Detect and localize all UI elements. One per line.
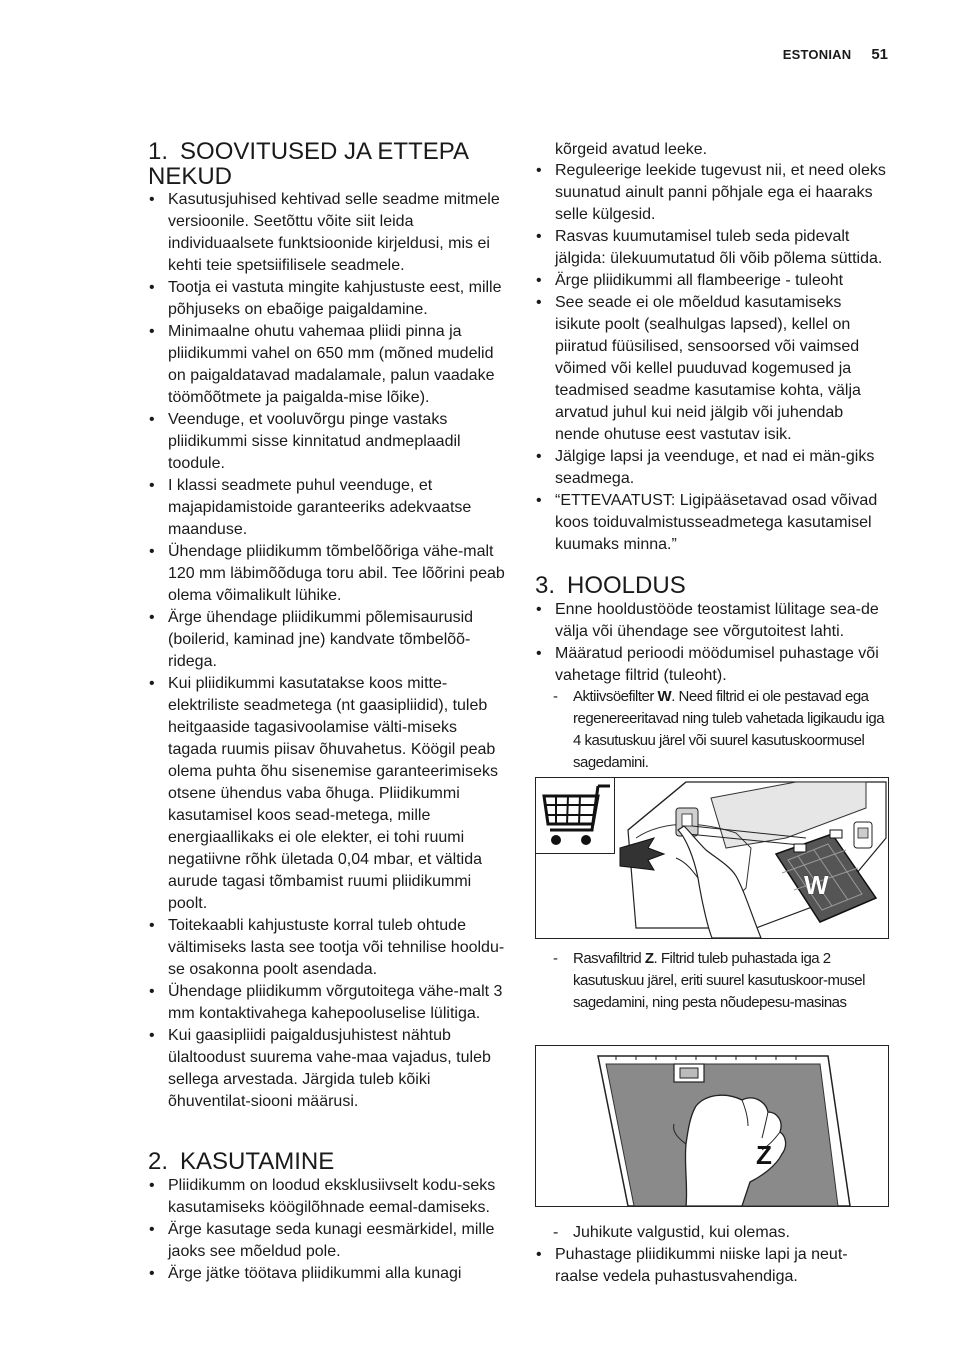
list-item: • Ärge ühendage pliidikummi põlemisaurusid (boilerid, kaminad jne) kandvate tõmbelõõ-ridega. xyxy=(148,607,508,673)
list-item: • Ärge kasutage seda kunagi eesmärkidel, mille jaoks see mõeldud pole. xyxy=(148,1219,508,1263)
grease-filter-illustration xyxy=(536,1046,888,1206)
section-2-list-continued xyxy=(535,160,891,556)
page-number: 51 xyxy=(871,46,888,63)
filter-w-post: . Need filtrid ei ole pestavad ega regenereeritavad ning tuleb vahetada ligikaudu iga 4 kasutuskuu järel või suurel kasutuskoormusel sagedamini. xyxy=(573,688,885,771)
filter-z-pre: Rasvafiltrid xyxy=(573,950,645,967)
section-3-last-list xyxy=(535,1244,891,1288)
list-item: • Puhastage pliidikummi niiske lapi ja neut-raalse vedela puhastusvahendiga. xyxy=(535,1244,891,1288)
list-item: • I klassi seadmete puhul veenduge, et majapidamistoide garanteeriks adekvaatse maanduse. xyxy=(148,475,508,541)
list-item: • Ühendage pliidikumm võrgutoitega vähe-malt 3 mm kontaktivahega kahepooluselise lülitiga. xyxy=(148,981,508,1025)
section-1-title-line2: NEKUD xyxy=(148,163,233,190)
list-item: • “ETTEVAATUST: Ligipääsetavad osad võivad koos toiduvalmistusseadmetega kasutamisel kuumaks minna.” xyxy=(535,490,891,556)
continuation-text: kõrgeid avatud leeke. xyxy=(555,141,708,158)
section-2-list xyxy=(148,1175,508,1285)
section-1-heading xyxy=(148,139,528,189)
list-item: • Veenduge, et vooluvõrgu pinge vastaks pliidikummi sisse kinnitatud andmeplaadil toodule. xyxy=(148,409,508,475)
section-3-list xyxy=(535,599,891,687)
filter-z-post: . Filtrid tuleb puhastada iga 2 kasutuskuu järel, eriti suurel kasutuskoor-musel sagedamini, ning pesta nõudepesu-masinas xyxy=(573,950,865,1011)
list-item: • Tootja ei vastuta mingite kahjustuste eest, mille põhjuseks on ebaõige paigaldamine. xyxy=(148,277,508,321)
section-1-title-line1: SOOVITUSED JA ETTEPA xyxy=(180,138,469,165)
shopping-cart-icon xyxy=(536,778,614,853)
filter-z-list xyxy=(535,948,891,1014)
filter-w-item xyxy=(553,686,891,774)
section-2-heading xyxy=(148,1149,334,1174)
list-item: • Rasvas kuumutamisel tuleb seda pidevalt jälgida: ülekuumutatud õli võib põlema süttida. xyxy=(535,226,891,270)
shopping-cart-icon-box xyxy=(536,778,615,854)
section-2-number: 2. xyxy=(148,1148,169,1175)
section-1-list xyxy=(148,189,508,1113)
figure-w-label: W xyxy=(804,870,829,900)
list-item: • Kui gaasipliidi paigaldusjuhistest nähtub ülaltoodust suurema vahe-maa vajadus, tuleb sellega arvestada. Järgida tuleb kõiki õhuventilat-siooni määrusi. xyxy=(148,1025,508,1113)
list-item: - Juhikute valgustid, kui olemas. xyxy=(553,1222,891,1244)
filter-w-list xyxy=(535,686,891,774)
list-item: • Ühendage pliidikumm tõmbelõõriga vähe-malt 120 mm läbimõõduga toru abil. Tee lõõrini peab olema võimalikult lühike. xyxy=(148,541,508,607)
filter-z-item xyxy=(553,948,891,1014)
language-label: ESTONIAN xyxy=(782,47,852,62)
lights-list xyxy=(535,1222,891,1244)
figure-z-label: Z xyxy=(756,1140,772,1170)
list-item: • Kui pliidikummi kasutatakse koos mitte-elektriliste seadmetega (nt gaasipliidid), tuleb heitgaaside tagasivoolamise välti-miseks tagada ruumis piisav õhuvahetus. Köögil peab olema puhta õhu sisenemise garanteerimiseks otsene ühendus vaba õhuga. Pliidikummi kasutamisel koos sead-metega, mille energiaallikaks ei ole elekter, ei tohi ruumi negatiivne rõhk ületada 0,04 mbar, et vältida aurude tagasi tõmbamist ruumi pliidikummi poolt. xyxy=(148,673,508,915)
list-item: • Jälgige lapsi ja veenduge, et nad ei män-giks seadmega. xyxy=(535,446,891,490)
section-3-heading xyxy=(535,573,686,598)
figure-carbon-filter xyxy=(535,777,889,939)
figure-grease-filter xyxy=(535,1045,889,1207)
list-item: • See seade ei ole mõeldud kasutamiseks isikute poolt (sealhulgas lapsed), kellel on piiratud füüsilised, sensoorsed või vaimsed võimed või kellel puuduvad kogemused ja teadmised seadme kasutamise kohta, välja arvatud juhul kui neid jälgib või juhendab nende ohutuse eest vastutav isik. xyxy=(535,292,891,446)
filter-z-letter: Z xyxy=(644,950,654,967)
section-1-number: 1. xyxy=(148,138,169,165)
list-item: • Ärge jätke töötava pliidikummi alla kunagi xyxy=(148,1263,508,1285)
list-item: • Pliidikumm on loodud eksklusiivselt kodu-seks kasutamiseks köögilõhnade eemal-damiseks. xyxy=(148,1175,508,1219)
list-item: • Enne hooldustööde teostamist lülitage sea-de välja või ühendage see võrgutoitest lahti. xyxy=(535,599,891,643)
list-item: • Reguleerige leekide tugevust nii, et need oleks suunatud ainult panni põhjale ega ei haaraks selle külgesid. xyxy=(535,160,891,226)
filter-w-letter: W xyxy=(657,688,672,705)
list-item: • Määratud perioodi möödumisel puhastage või vahetage filtrid (tuleoht). xyxy=(535,643,891,687)
section-3-title: HOOLDUS xyxy=(567,572,686,599)
list-item: • Kasutusjuhised kehtivad selle seadme mitmele versioonile. Seetõttu võite siit leida individuaalsete funktsioonide kirjeldusi, mis ei kehti teie spetsiifilisele seadmele. xyxy=(148,189,508,277)
list-item: • Toitekaabli kahjustuste korral tuleb ohtude vältimiseks lasta see tootja või tehnilise hooldu-se osakonna poolt asendada. xyxy=(148,915,508,981)
filter-w-pre: Aktiivsöefilter xyxy=(573,688,658,705)
page-header xyxy=(783,46,888,63)
list-item: • Ärge pliidikummi all flambeerige - tuleoht xyxy=(535,270,891,292)
section-2-title: KASUTAMINE xyxy=(180,1148,335,1175)
list-item: • Minimaalne ohutu vahemaa pliidi pinna ja pliidikummi vahel on 650 mm (mõned mudelid on paigaldatavad madalamale, palun vaadake töömõõtmete ja paigalda-mise lõike). xyxy=(148,321,508,409)
section-3-number: 3. xyxy=(535,572,556,599)
